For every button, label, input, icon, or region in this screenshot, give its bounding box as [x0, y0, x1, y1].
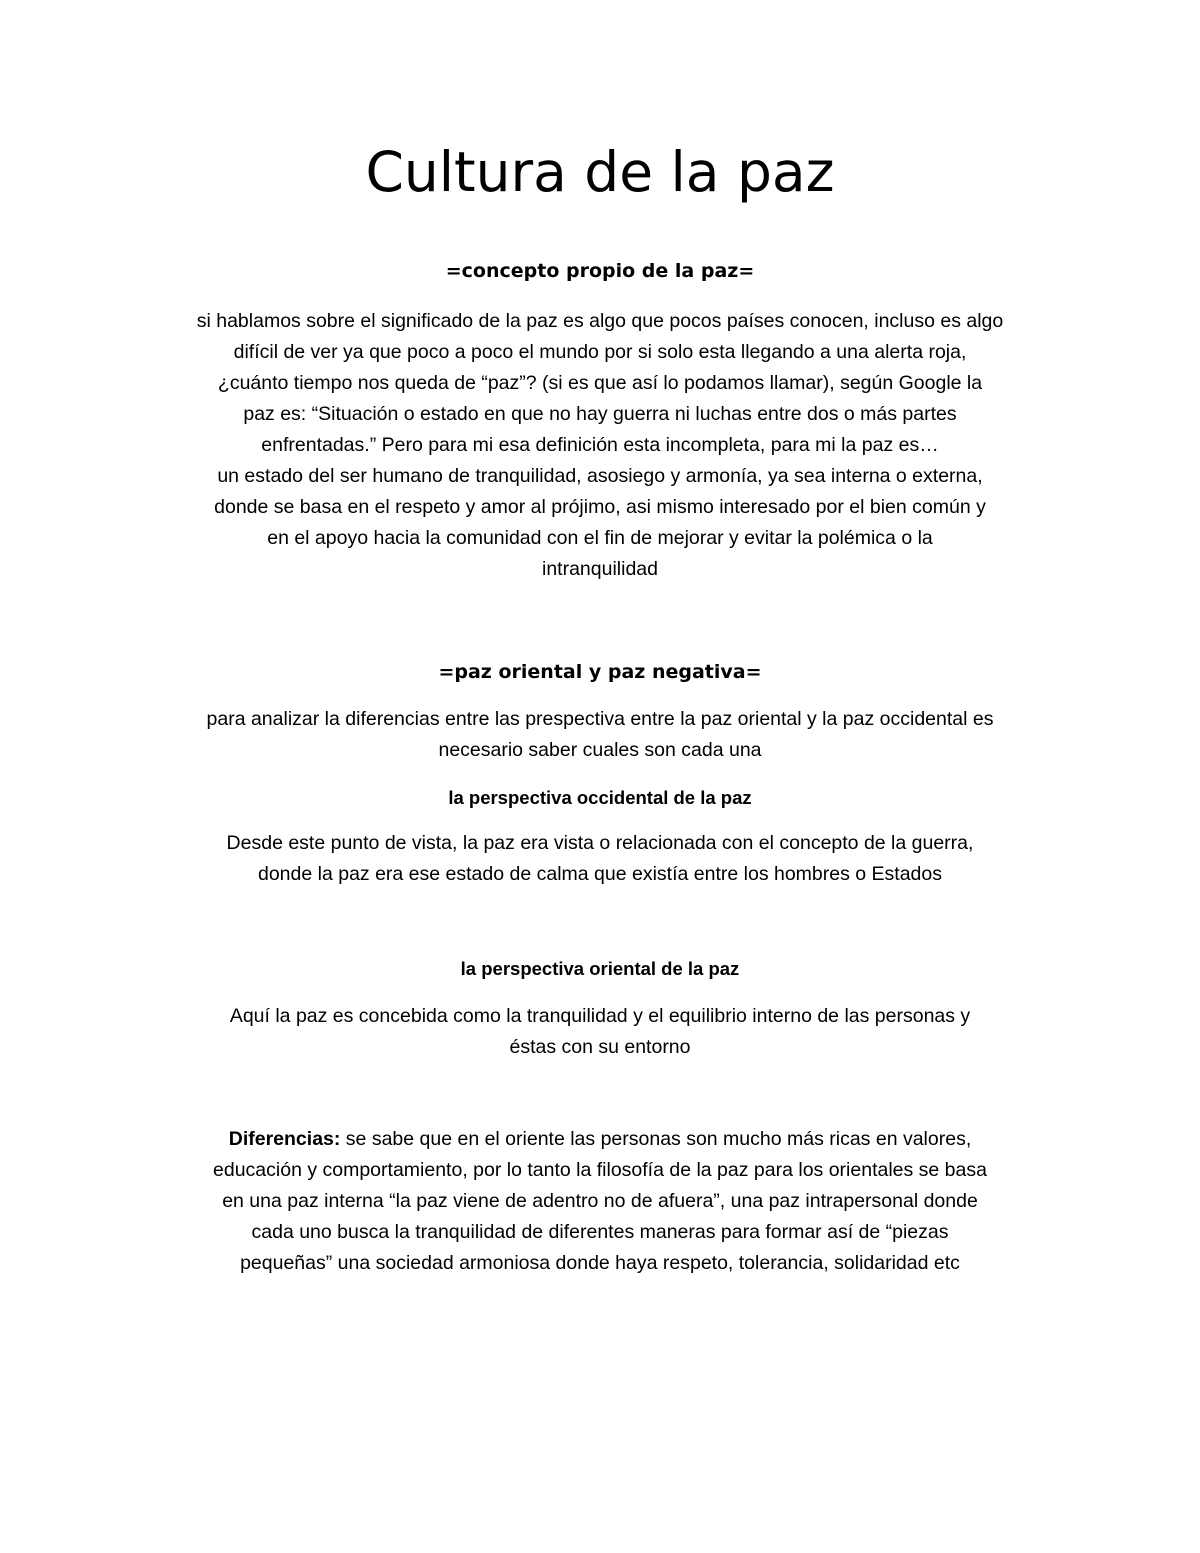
text-line: ¿cuánto tiempo nos queda de “paz”? (si es que así lo podamos llamar), según Google la — [217, 372, 983, 394]
paragraph-concepto — [150, 306, 1050, 585]
text-line: si hablamos sobre el significado de la paz es algo que pocos países conocen, incluso es algo — [196, 310, 1004, 332]
text-line: paz es: “Situación o estado en que no hay guerra ni luchas entre dos o más partes — [243, 403, 957, 425]
subheading-occidental: la perspectiva occidental de la paz — [448, 787, 752, 808]
text-line: enfrentadas.” Pero para mi esa definición esta incompleta, para mi la paz es… — [261, 434, 939, 456]
text-line: donde se basa en el respeto y amor al prójimo, asi mismo interesado por el bien común y — [214, 496, 986, 518]
text-line: donde la paz era ese estado de calma que existía entre los hombres o Estados — [257, 863, 942, 885]
paragraph-oriental — [150, 1001, 1050, 1063]
paragraph-occidental — [150, 828, 1050, 890]
section-heading-paz-oriental: =paz oriental y paz negativa= — [438, 661, 762, 683]
section-heading-concepto: =concepto propio de la paz= — [445, 260, 755, 282]
text-line: Desde este punto de vista, la paz era vista o relacionada con el concepto de la guerra, — [226, 832, 974, 854]
diferencias-first-line: se sabe que en el oriente las personas son mucho más ricas en valores, — [340, 1128, 972, 1150]
text-line: educación y comportamiento, por lo tanto la filosofía de la paz para los orientales se basa — [213, 1159, 987, 1181]
text-line: cada uno busca la tranquilidad de diferentes maneras para formar así de “piezas — [251, 1221, 949, 1243]
text-line: para analizar la diferencias entre las prespectiva entre la paz oriental y la paz occidental es — [206, 708, 994, 730]
text-line: Aquí la paz es concebida como la tranquilidad y el equilibrio interno de las personas y — [229, 1005, 971, 1027]
text-line: en el apoyo hacia la comunidad con el fin de mejorar y evitar la polémica o la — [267, 527, 933, 549]
subheading-oriental: la perspectiva oriental de la paz — [460, 958, 740, 979]
paragraph-intro — [150, 704, 1050, 766]
text-line: difícil de ver ya que poco a poco el mundo por si solo esta llegando a una alerta roja, — [233, 341, 967, 363]
paragraph-diferencias — [150, 1124, 1050, 1279]
text-line: en una paz interna “la paz viene de adentro no de afuera”, una paz intrapersonal donde — [222, 1190, 978, 1212]
text-line: intranquilidad — [541, 558, 658, 580]
diferencias-label: Diferencias: — [228, 1128, 341, 1150]
document-title: Cultura de la paz — [365, 140, 835, 204]
text-line: pequeñas” una sociedad armoniosa donde haya respeto, tolerancia, solidaridad etc — [240, 1252, 960, 1274]
text-line: éstas con su entorno — [509, 1036, 691, 1058]
text-line: un estado del ser humano de tranquilidad, asosiego y armonía, ya sea interna o externa, — [217, 465, 983, 487]
text-line: necesario saber cuales son cada una — [438, 739, 762, 761]
text-line — [150, 1124, 1050, 1155]
